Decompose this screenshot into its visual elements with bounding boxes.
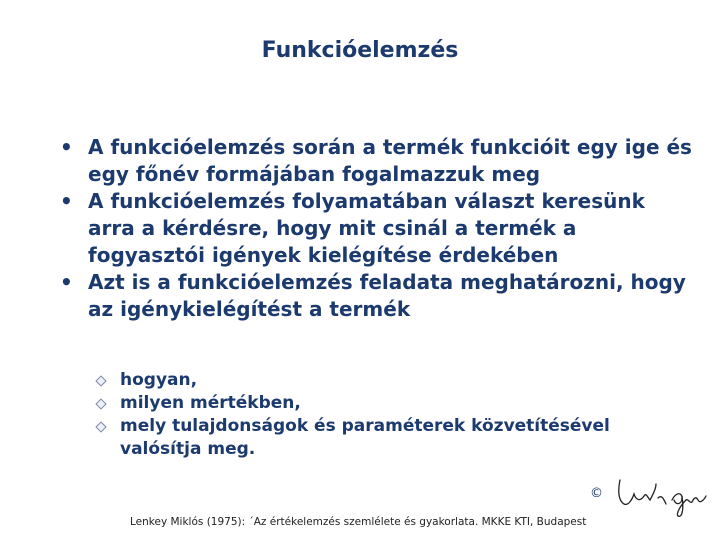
slide-title: Funkcióelemzés — [261, 38, 459, 63]
bullet-text: Azt is a funkcióelemzés feladata meghatározni, hogy az igénykielégítést a termék — [88, 270, 686, 321]
bullet-item — [58, 269, 698, 323]
bullet-text: A funkcióelemzés folyamatában választ keresünk arra a kérdésre, hogy mit csinál a termék a fogyasztói igények kielégítése érdekében — [88, 189, 645, 267]
diamond-bullet-icon — [95, 398, 106, 409]
bullet-item — [58, 134, 698, 188]
sub-bullet-text: milyen mértékben, — [120, 393, 301, 413]
bullet-dot-icon: • — [60, 135, 73, 159]
bullet-dot-icon: • — [60, 270, 73, 294]
sub-bullet-list — [96, 369, 676, 461]
sub-bullet-text: hogyan, — [120, 370, 198, 390]
bullet-dot-icon: • — [60, 189, 73, 213]
diamond-bullet-icon — [95, 421, 106, 432]
bullet-item — [58, 188, 698, 269]
sub-bullet-text: mely tulajdonságok és paraméterek közvetítésével valósítja meg. — [120, 416, 610, 459]
sub-bullet-item — [96, 392, 676, 415]
bullet-text: A funkcióelemzés során a termék funkcióit egy ige és egy főnév formájában fogalmazzuk meg — [88, 135, 692, 186]
bullet-list — [58, 134, 698, 323]
copyright-symbol: © — [590, 486, 603, 501]
signature-image — [612, 470, 712, 520]
diamond-bullet-icon — [95, 375, 106, 386]
sub-bullet-item — [96, 415, 676, 461]
source-citation: Lenkey Miklós (1975): ´Az értékelemzés szemlélete és gyakorlata. MKKE KTI, Budapest — [130, 516, 587, 528]
sub-bullet-item — [96, 369, 676, 392]
